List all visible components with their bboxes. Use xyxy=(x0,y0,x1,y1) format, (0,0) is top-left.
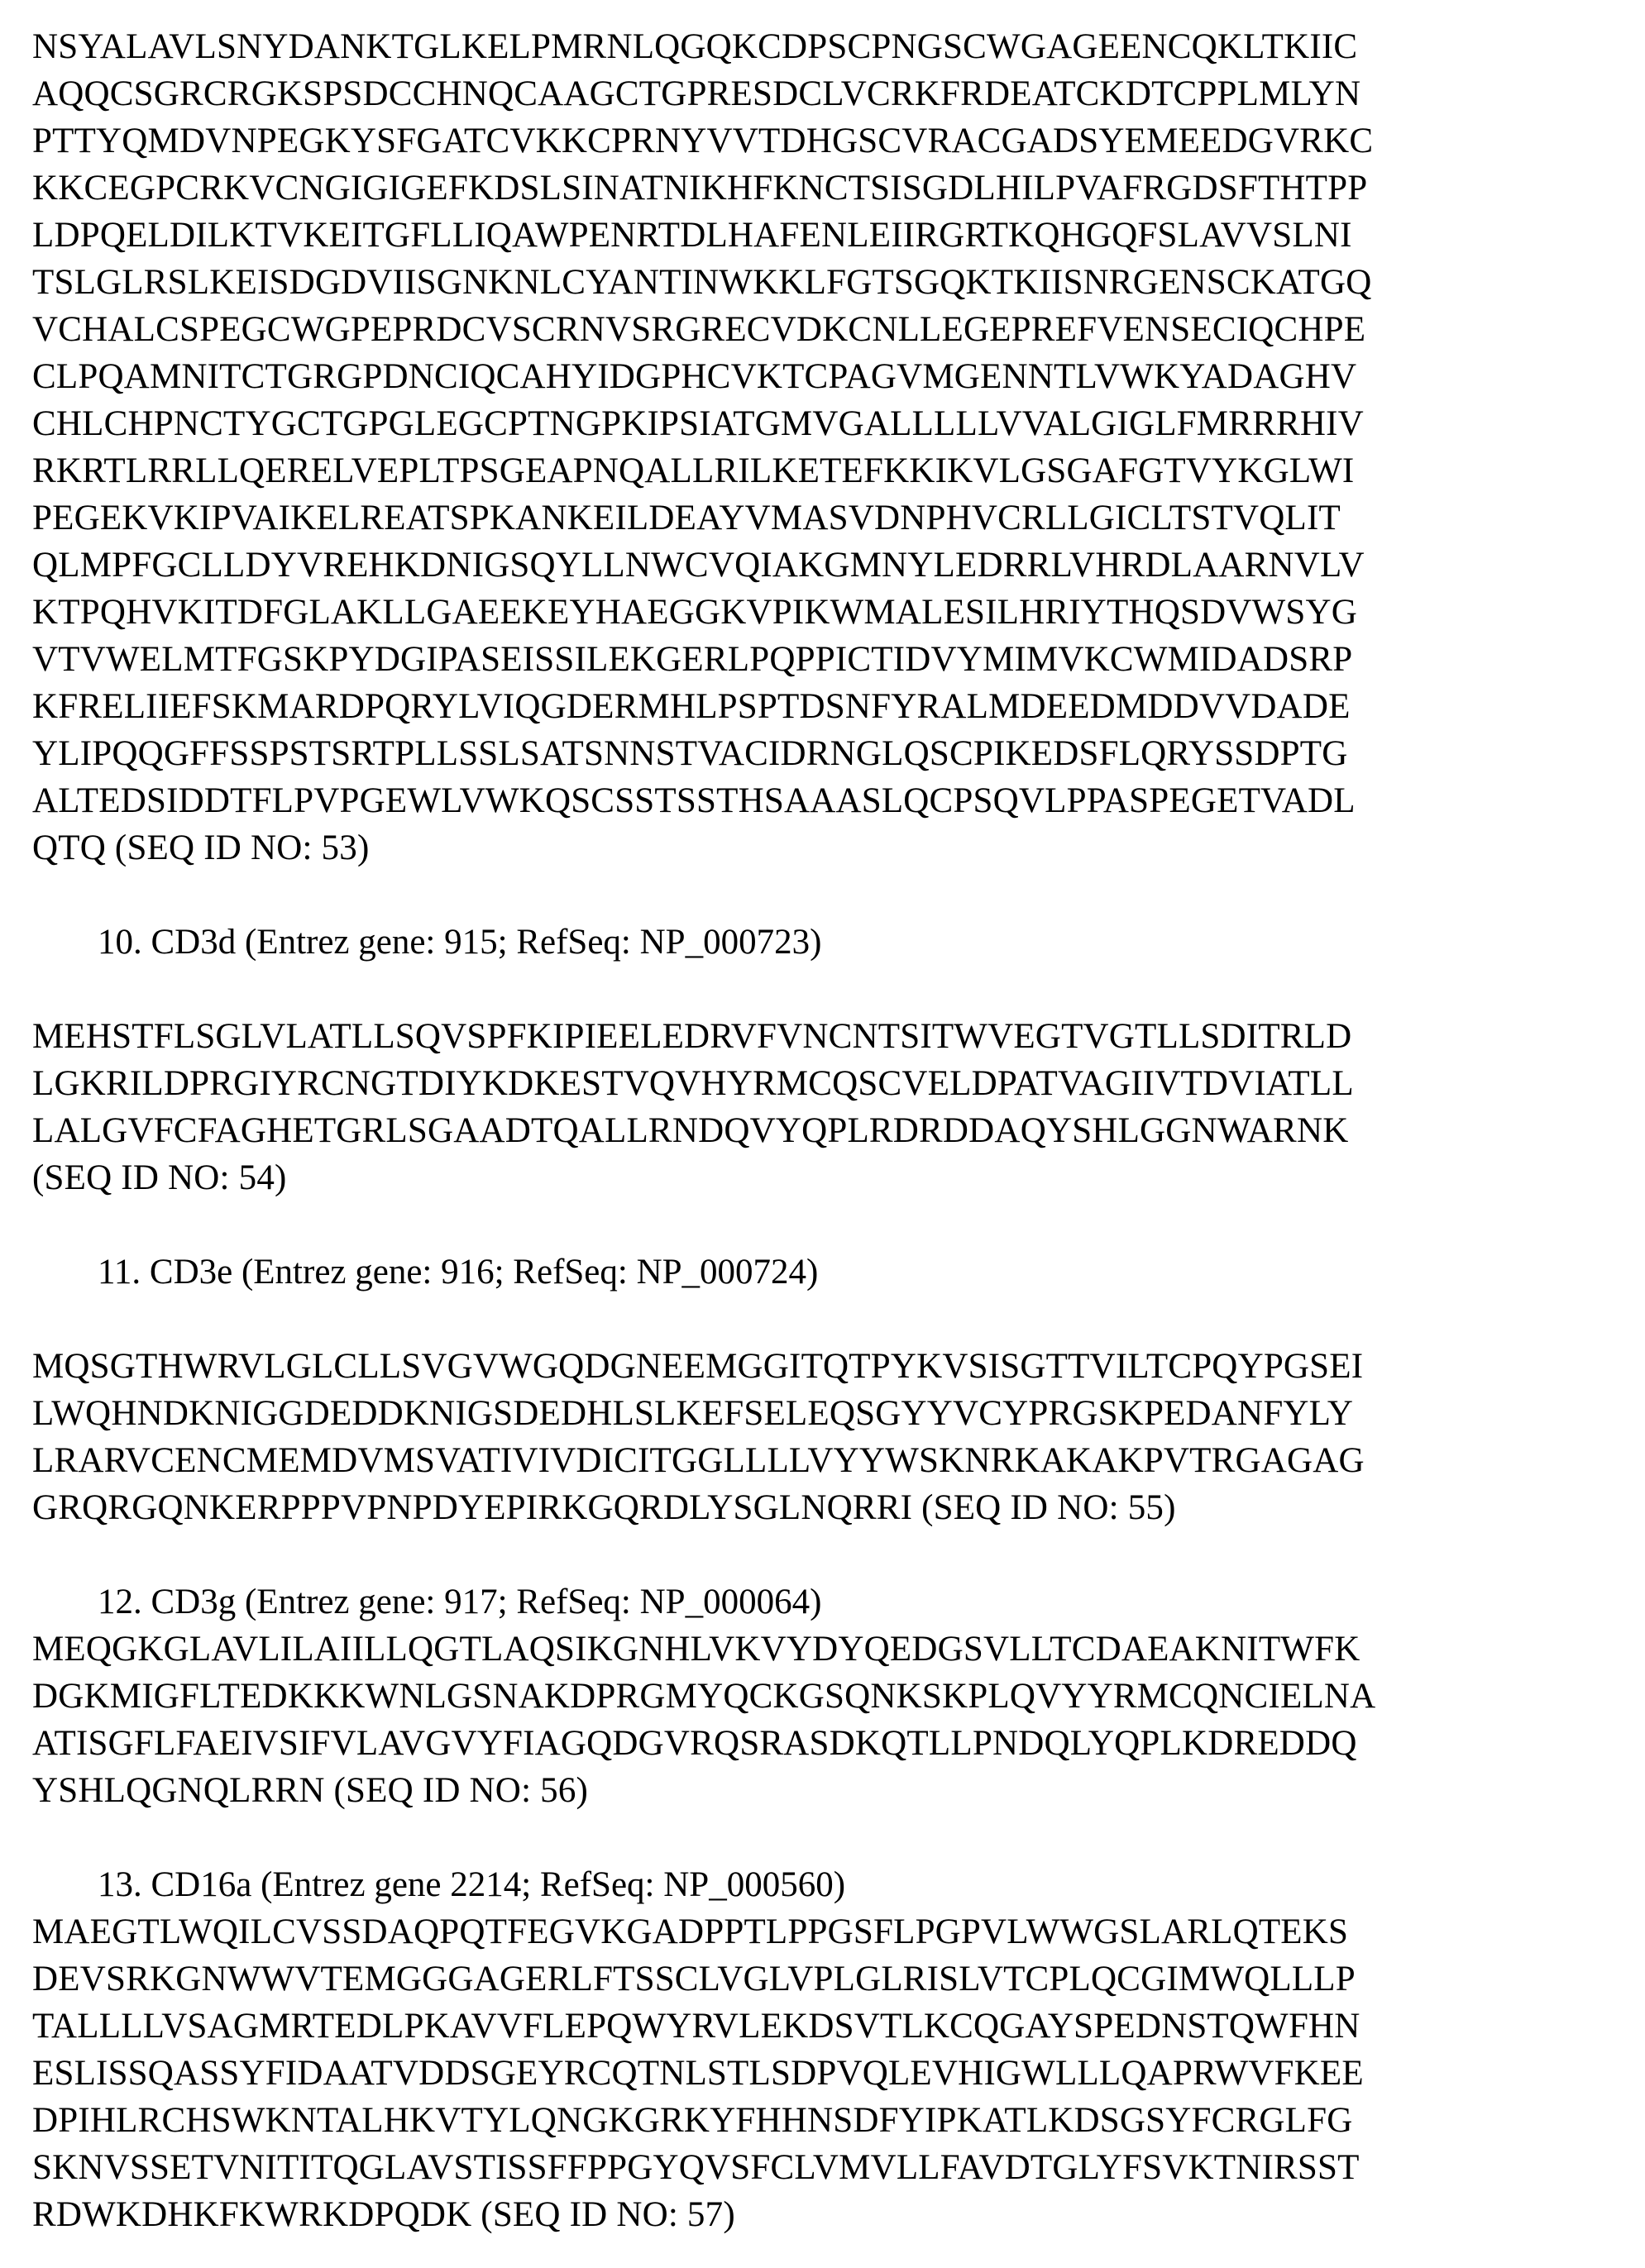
sequence-line: AQQCSGRCRGKSPSDCCHNQCAAGCTGPRESDCLVCRKFRDEATCKDTCPPLMLYN xyxy=(32,70,1628,117)
sequence-line: ALTEDSIDDTFLPVPGEWLVWKQSCSSTSSTHSAAASLQCPSQVLPPASPEGETVADL xyxy=(32,777,1628,824)
paragraph-gap xyxy=(32,1814,1628,1861)
sequence-line: PTTYQMDVNPEGKYSFGATCVKKCPRNYVVTDHGSCVRACGADSYEMEEDGVRKC xyxy=(32,117,1628,165)
sequence-line: MEHSTFLSGLVLATLLSQVSPFKIPIEELEDRVFVNCNTSITWVEGTVGTLLSDITRLD xyxy=(32,1013,1628,1060)
sequence-line: RDWKDHKFKWRKDPQDK (SEQ ID NO: 57) xyxy=(32,2191,1628,2238)
sequence-section xyxy=(32,1578,1628,1814)
sequence-line: LGKRILDPRGIYRCNGTDIYKDKESTVQVHYRMCQSCVELDPATVAGIIVTDVIATLL xyxy=(32,1060,1628,1107)
sequence-line: (SEQ ID NO: 54) xyxy=(32,1154,1628,1201)
sequence-line: GRQRGQNKERPPPVPNPDYEPIRKGQRDLYSGLNQRRI (SEQ ID NO: 55) xyxy=(32,1484,1628,1531)
sequence-line: LRARVCENCMEMDVMSVATIVIVDICITGGLLLLVYYWSKNRKAKAKPVTRGAGAG xyxy=(32,1437,1628,1484)
sequence-line: RKRTLRRLLQERELVEPLTPSGEAPNQALLRILKETEFKKIKVLGSGAFGTVYKGLWI xyxy=(32,447,1628,494)
paragraph-gap xyxy=(32,1201,1628,1249)
sequence-line: MEQGKGLAVLILAIILLQGTLAQSIKGNHLVKVYDYQEDGSVLLTCDAEAKNITWFK xyxy=(32,1626,1628,1673)
sequence-line: QLMPFGCLLDYVREHKDNIGSQYLLNWCVQIAKGMNYLEDRRLVHRDLAARNVLV xyxy=(32,542,1628,589)
paragraph-gap xyxy=(32,871,1628,919)
section-heading: 10. CD3d (Entrez gene: 915; RefSeq: NP_000723) xyxy=(32,919,1628,966)
sequence-line: LALGVFCFAGHETGRLSGAADTQALLRNDQVYQPLRDRDDAQYSHLGGNWARNK xyxy=(32,1107,1628,1154)
sequence-line: MQSGTHWRVLGLCLLSVGVWGQDGNEEMGGITQTPYKVSISGTTVILTCPQYPGSEI xyxy=(32,1343,1628,1390)
sequence-section xyxy=(32,1249,1628,1531)
sequence-line: TALLLLVSAGMRTEDLPKAVVFLEPQWYRVLEKDSVTLKCQGAYSPEDNSTQWFHN xyxy=(32,2003,1628,2050)
sequence-line: VTVWELMTFGSKPYDGIPASEISSILEKGERLPQPPICTIDVYMIMVKCWMIDADSRP xyxy=(32,636,1628,683)
sequence-line: KFRELIIEFSKMARDPQRYLVIQGDERMHLPSPTDSNFYRALMDEEDMDDVVDADE xyxy=(32,683,1628,730)
sequence-line: YSHLQGNQLRRN (SEQ ID NO: 56) xyxy=(32,1767,1628,1814)
section-heading: 12. CD3g (Entrez gene: 917; RefSeq: NP_000064) xyxy=(32,1578,1628,1626)
paragraph-gap xyxy=(32,966,1628,1013)
sequence-line: MAEGTLWQILCVSSDAQPQTFEGVKGADPPTLPPGSFLPGPVLWWGSLARLQTEKS xyxy=(32,1908,1628,1955)
sequence-line: VCHALCSPEGCWGPEPRDCVSCRNVSRGRECVDKCNLLEGEPREFVENSECIQCHPE xyxy=(32,306,1628,353)
sequence-line: SKNVSSETVNITITQGLAVSTISSFFPPGYQVSFCLVMVLLFAVDTGLYFSVKTNIRSST xyxy=(32,2144,1628,2191)
sequence-line: KKCEGPCRKVCNGIGIGEFKDSLSINATNIKHFKNCTSISGDLHILPVAFRGDSFTHTPP xyxy=(32,165,1628,212)
sequence-line: NSYALAVLSNYDANKTGLKELPMRNLQGQKCDPSCPNGSCWGAGEENCQKLTKIIC xyxy=(32,23,1628,70)
sequence-line: LDPQELDILKTVKEITGFLLIQAWPENRTDLHAFENLEIIRGRTKQHGQFSLAVVSLNI xyxy=(32,212,1628,259)
section-heading: 11. CD3e (Entrez gene: 916; RefSeq: NP_000724) xyxy=(32,1249,1628,1296)
sequence-section xyxy=(32,1861,1628,2238)
sequence-line: DPIHLRCHSWKNTALHKVTYLQNGKGRKYFHHNSDFYIPKATLKDSGSYFCRGLFG xyxy=(32,2097,1628,2144)
document-page xyxy=(32,23,1628,2238)
sequence-line: PEGEKVKIPVAIKELREATSPKANKEILDEAYVMASVDNPHVCRLLGICLTSTVQLIT xyxy=(32,494,1628,542)
sequence-line: TSLGLRSLKEISDGDVIISGNKNLCYANTINWKKLFGTSGQKTKIISNRGENSCKATGQ xyxy=(32,259,1628,306)
sequence-line: DEVSRKGNWWVTEMGGGAGERLFTSSCLVGLVPLGLRISLVTCPLQCGIMWQLLLP xyxy=(32,1955,1628,2003)
section-heading: 13. CD16a (Entrez gene 2214; RefSeq: NP_000560) xyxy=(32,1861,1628,1908)
sequence-line: QTQ (SEQ ID NO: 53) xyxy=(32,824,1628,871)
sequence-line: DGKMIGFLTEDKKKWNLGSNAKDPRGMYQCKGSQNKSKPLQVYYRMCQNCIELNA xyxy=(32,1673,1628,1720)
paragraph-gap xyxy=(32,1531,1628,1578)
sequence-line: ATISGFLFAEIVSIFVLAVGVYFIAGQDGVRQSRASDKQTLLPNDQLYQPLKDREDDQ xyxy=(32,1720,1628,1767)
paragraph-gap xyxy=(32,1296,1628,1343)
sequence-line: CLPQAMNITCTGRGPDNCIQCAHYIDGPHCVKTCPAGVMGENNTLVWKYADAGHV xyxy=(32,353,1628,400)
sequence-line: YLIPQQGFFSSPSTSRTPLLSSLSATSNNSTVACIDRNGLQSCPIKEDSFLQRYSSDPTG xyxy=(32,730,1628,777)
sequence-line: LWQHNDKNIGGDEDDKNIGSDEDHLSLKEFSELEQSGYYVCYPRGSKPEDANFYLY xyxy=(32,1390,1628,1437)
sequence-line: KTPQHVKITDFGLAKLLGAEEKEYHAEGGKVPIKWMALESILHRIYTHQSDVWSYG xyxy=(32,589,1628,636)
sequence-section xyxy=(32,919,1628,1201)
sequence-line: CHLCHPNCTYGCTGPGLEGCPTNGPKIPSIATGMVGALLLLLVVALGIGLFMRRRHIV xyxy=(32,400,1628,447)
sequence-line: ESLISSQASSYFIDAATVDDSGEYRCQTNLSTLSDPVQLEVHIGWLLLQAPRWVFKEE xyxy=(32,2050,1628,2097)
sequence-section xyxy=(32,23,1628,871)
